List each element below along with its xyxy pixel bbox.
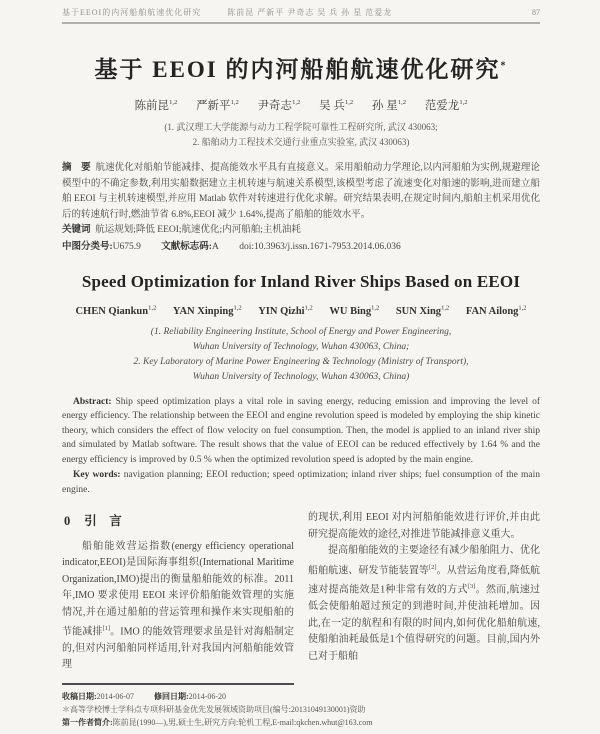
revised-label: 修回日期: [154, 691, 189, 701]
received-date: 2014-06-07 [96, 691, 134, 701]
keywords-zh [62, 223, 540, 239]
bio-text: 陈前昆(1990—),男,硕士生,研究方向:轮机工程,E-mail:qkchen.whut@163.com [112, 717, 373, 727]
keywords-zh-label: 关键词 [62, 225, 91, 235]
author-name: 范爱龙 [424, 100, 460, 112]
author-affil-sup: 1,2 [459, 99, 468, 107]
doc-code: A [211, 241, 219, 252]
authors-en [62, 304, 540, 317]
received-label: 收稿日期: [62, 691, 97, 701]
abstract-en-text: Ship speed optimization plays a vital role in saving energy, reducing emission and improving the level of energy efficiency. The relationship between the EEOI and engine revolution speed is modeled by employing the ship kinetic theory, which considers the effect of flow velocity on fuel consumption. Then, the model is applied to an inland river ship and simulated by Matlab software. The result shows that the value of EEOI can be reduced effectively by 1.64 % and the energy efficiency is improved by 0.5 % when the optimized revolution speed is adopted by the main engine. [62, 396, 541, 465]
author-affil-sup: 1,2 [371, 304, 380, 311]
clc-label: 中图分类号: [62, 241, 113, 252]
author-affil-sup: 1,2 [230, 99, 239, 107]
affiliation-line: (1. 武汉理工大学能源与动力工程学院可靠性工程研究所, 武汉 430063; [164, 122, 438, 132]
author-name: SUN Xing [395, 305, 442, 317]
author-affil-sup: 1,2 [344, 99, 354, 107]
paper-title-zh [62, 51, 540, 84]
doi: doi:10.3963/j.issn.1671-7953.2014.06.036 [239, 241, 401, 252]
abstract-zh-text: 航速优化对船舶节能减排、提高能效水平具有直接意义。采用船舶动力学理论,以内河船舶为实例,规避理论模型中的不确定参数,利用实船数据建立主机转速与航速关系模型,该模型考虑了流速变化对船速的影响,进而建立船舶 EEOI 与主机转速模型,并应用 Matlab 软件对转速进行优化求解。研究结果表明,在规定时间内,船舶主机采用优化后的转速航行时,燃油节省 6.8%,EEOI 减少 1.64%,提高了船舶的能效水平。 [62, 163, 540, 220]
author-en [329, 306, 379, 317]
footnote-dates [62, 690, 540, 703]
affiliation-line: Wuhan University of Technology, Wuhan 430063, China) [192, 371, 410, 382]
footnote-bio [62, 716, 540, 729]
keywords-en-label: Key words: [73, 470, 121, 480]
page-number: 87 [532, 8, 540, 17]
body-columns [62, 510, 540, 674]
title-footnote-marker: * [500, 60, 508, 72]
section-number: 0 [64, 514, 71, 528]
keywords-en-text: navigation planning; EEOI reduction; speed optimization; inland river ships; fuel consumption of the main engine. [62, 470, 540, 495]
author-en [173, 306, 242, 317]
author-name: 陈前昆 [134, 100, 170, 112]
paper-title-en: Speed Optimization for Inland River Ships Based on EEOI [81, 272, 521, 291]
author-affil-sup: 1,2 [233, 304, 242, 311]
keywords-zh-text: 航运规划;降低 EEOI;航速优化;内河船舶;主机油耗 [95, 225, 301, 235]
running-header [62, 7, 540, 24]
left-column [62, 510, 294, 674]
author-name: CHEN Qiankun [75, 305, 149, 317]
author-affil-sup: 1,2 [518, 304, 527, 311]
revised-date: 2014-06-20 [188, 691, 226, 701]
paper-title-zh-text: 基于 EEOI 的内河船舶航速优化研究 [94, 57, 501, 82]
author-zh [258, 100, 301, 112]
abstract-en-label: Abstract: [73, 396, 112, 407]
body-paragraph: 提高船舶能效的主要途径有减少船舶阻力、优化船舶航速、研发节能装置等[2]。从营运角度看,降低航速对提高能效是1种非常有效的方式[3]。然而,航速过低会使船舶超过预定的到港时间,并使油耗增加。因此,在一定的航程和有限的时间内,如何优化船舶航速,使船舶油耗最低是1个值得研究的问题。目前,国内外已对于船舶 [308, 545, 541, 662]
body-paragraph: 船舶能效营运指数(energy efficiency operational indicator,EEOI)是国际海事组织(International Maritime Organization,IMO)提出的衡量船舶能效的标准。2011 年,IMO 要求使用 EEOI 来评价船舶能效管理的实施情况,并在通过船舶的营运管理和操作来实现船舶的节能减排[1]。IMO 的能效管理要求虽是针对海船制定的,但对内河船舶同样适用,针对我国内河船舶能效管理 [62, 540, 294, 671]
abstract-en [62, 395, 540, 498]
classification-line [62, 240, 540, 256]
keywords-en [62, 468, 540, 497]
author-name: WU Bing [329, 305, 372, 317]
bio-label: 第一作者简介: [62, 717, 113, 727]
author-name: 孙 星 [371, 100, 398, 112]
author-en [258, 306, 313, 317]
author-zh [196, 100, 239, 112]
abstract-zh-label: 摘 要 [62, 163, 91, 173]
affiliation-line: Wuhan University of Technology, Wuhan 430063, China; [192, 341, 410, 352]
author-name: FAN Ailong [465, 305, 519, 317]
author-affil-sup: 1,2 [148, 304, 157, 311]
author-affil-sup: 1,2 [169, 99, 178, 107]
author-en [466, 306, 527, 317]
footnote-fund: ＊高等学校博士学科点专项科研基金优先发展领域资助项目(编号:20131049130001)资助 [62, 704, 366, 714]
footnote-separator [62, 683, 294, 685]
doc-code-label: 文献标志码: [161, 241, 212, 252]
running-authors: 陈前昆 严新平 尹奇志 吴 兵 孙 星 范爱龙 [227, 8, 393, 17]
affiliations-en [62, 325, 540, 385]
clc-number: U675.9 [112, 241, 141, 252]
affiliation-line: 2. Key Laboratory of Marine Power Engineering & Technology (Ministry of Transport), [133, 356, 469, 367]
author-affil-sup: 1,2 [397, 99, 406, 107]
author-name: YIN Qizhi [258, 305, 305, 317]
author-zh [319, 100, 353, 112]
author-affil-sup: 1,2 [292, 99, 301, 107]
author-name: 严新平 [196, 100, 231, 112]
author-zh [425, 100, 468, 112]
section-title: 引 言 [84, 514, 122, 528]
author-affil-sup: 1,2 [441, 304, 450, 311]
abstract-en-paragraph [62, 395, 540, 468]
footnote-block [62, 690, 540, 729]
section-heading [64, 513, 294, 530]
right-column [308, 510, 540, 674]
author-name: 尹奇志 [257, 100, 293, 112]
abstract-zh [62, 161, 540, 223]
affiliation-line: 2. 船舶动力工程技术交通行业重点实验室, 武汉 430063) [192, 137, 410, 147]
author-name: YAN Xinping [172, 305, 234, 317]
authors-zh [62, 97, 540, 113]
author-zh [372, 100, 406, 112]
author-en [75, 306, 156, 317]
author-name: 吴 兵 [319, 100, 345, 112]
author-affil-sup: 1,2 [304, 304, 313, 311]
body-paragraph: 的现状,利用 EEOI 对内河船舶能效进行评价,并由此研究提高能效的途径,对推进节能减排意义重大。 [308, 512, 540, 540]
affiliations-zh [62, 120, 540, 150]
affiliation-line: (1. Reliability Engineering Institute, School of Energy and Power Engineering, [150, 326, 452, 337]
running-title: 基于EEOI的内河船舶航速优化研究 [62, 8, 202, 17]
author-en [396, 306, 449, 317]
author-zh [135, 100, 178, 112]
